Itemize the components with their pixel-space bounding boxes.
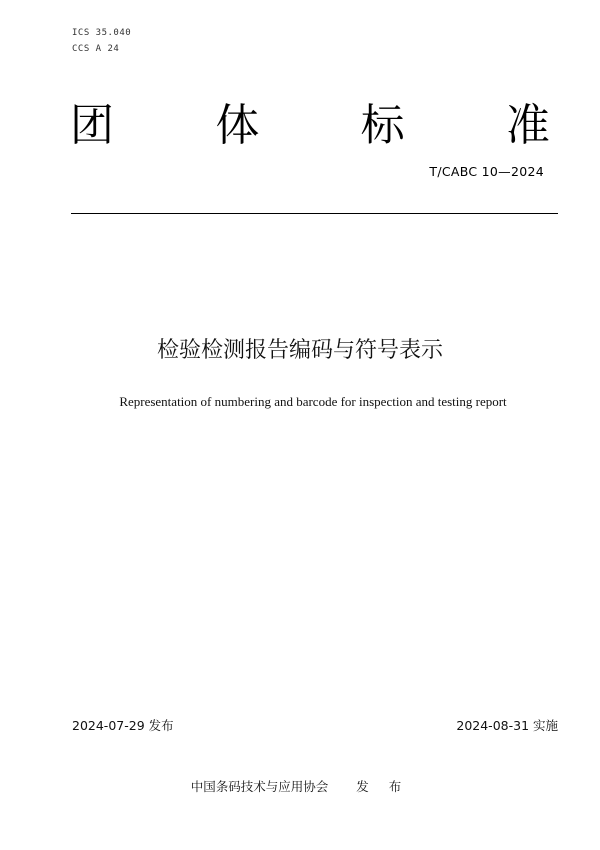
standard-number: T/CABC 10—2024 — [429, 164, 544, 179]
header-divider — [71, 213, 558, 214]
ics-code: ICS 35.040 — [72, 28, 132, 38]
publisher-line — [0, 777, 600, 795]
standard-type-char: 准 — [505, 100, 550, 151]
standard-type-char: 体 — [215, 100, 260, 151]
standard-type-char: 标 — [360, 100, 405, 151]
effective-date: 2024-08-31 实施 — [456, 718, 558, 733]
publish-label: 发 布 — [356, 779, 410, 794]
release-date: 2024-07-29 发布 — [72, 718, 174, 733]
publisher-name: 中国条码技术与应用协会 — [190, 779, 329, 794]
ccs-code: CCS A 24 — [72, 44, 120, 54]
standard-type-heading — [70, 100, 550, 152]
document-title-chinese: 检验检测报告编码与符号表示 — [156, 338, 443, 363]
document-title-english: Representation of numbering and barcode for inspection and testing report — [119, 394, 507, 409]
standard-type-char: 团 — [70, 100, 114, 151]
